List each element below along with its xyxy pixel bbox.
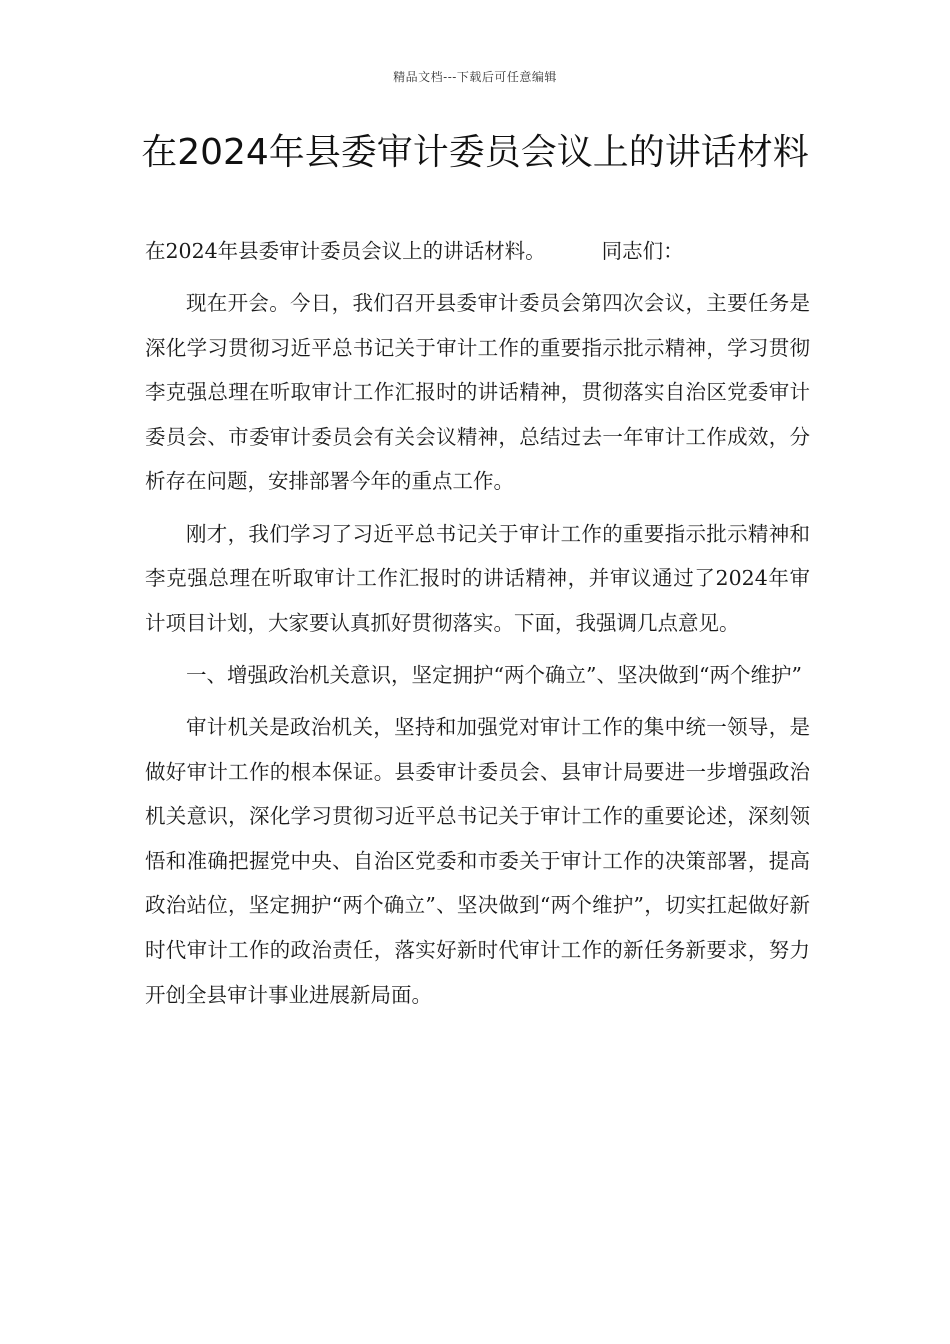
paragraph-section-1: 审计机关是政治机关，坚持和加强党对审计工作的集中统一领导，是做好审计工作的根本保证。县委审计委员会、县审计局要进一步增强政治机关意识，深化学习贯彻习近平总书记关于审计工作的重要论述，深刻领悟和准确把握党中央、自治区党委和市委关于审计工作的决策部署，提高政治站位，坚定拥护“两个确立”、坚决做到“两个维护”，切实扛起做好新时代审计工作的政治责任，落实好新时代审计工作的新任务新要求，努力开创全县审计事业进展新局面。 (145, 714, 810, 1007)
section-heading-1: 一、增强政治机关意识，坚定拥护“两个确立”、坚决做到“两个维护” (186, 662, 802, 687)
opening-line (145, 229, 810, 274)
opening-text: 在2024年县委审计委员会议上的讲话材料。 (145, 239, 546, 263)
document-body (145, 229, 810, 1025)
page-header-note: 精品文档---下载后可任意编辑 (393, 70, 557, 84)
paragraph-review: 刚才，我们学习了习近平总书记关于审计工作的重要指示批示精神和李克强总理在听取审计工作汇报时的讲话精神，并审议通过了2024年审计项目计划，大家要认真抓好贯彻落实。下面，我强调几点意见。 (145, 521, 810, 635)
document-title: 在2024年县委审计委员会议上的讲话材料 (141, 132, 809, 173)
salutation: 同志们： (601, 239, 684, 263)
paragraph-intro: 现在开会。今日，我们召开县委审计委员会第四次会议，主要任务是深化学习贯彻习近平总书记关于审计工作的重要指示批示精神，学习贯彻李克强总理在听取审计工作汇报时的讲话精神，贯彻落实自治区党委审计委员会、市委审计委员会有关会议精神，总结过去一年审计工作成效，分析存在问题，安排部署今年的重点工作。 (145, 291, 810, 494)
